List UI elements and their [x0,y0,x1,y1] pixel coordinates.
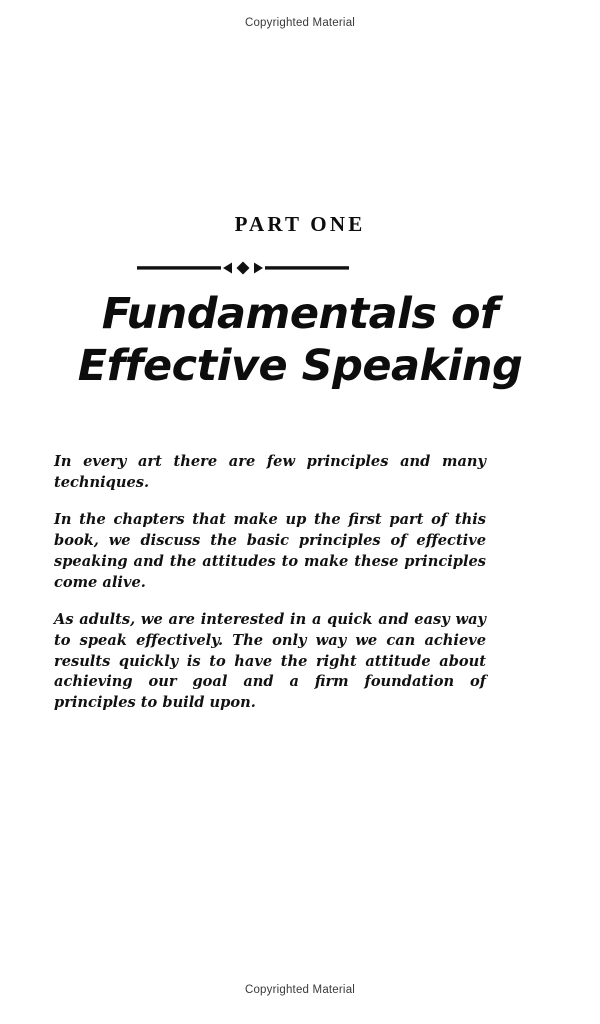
body-text [54,452,486,714]
paragraph: As adults, we are interested in a quick and easy way to speak effectively. The only way we can achieve results quickly is to have the right attitude about achieving our goal and a firm foundation of principles to build upon. [54,611,486,712]
page-title-line-2: Effective Speaking [77,341,523,392]
part-label: PART ONE [234,212,366,236]
page-title-line-1: Fundamentals of [101,289,499,339]
paragraph: In the chapters that make up the first part of this book, we discuss the basic principles of effective speaking and the attitudes to make these principles come alive. [54,511,486,591]
diamond-rule-ornament-icon [137,258,349,278]
copyright-watermark-top: Copyrighted Material [244,17,356,29]
copyright-watermark-bottom: Copyrighted Material [244,984,356,996]
page-title [0,288,600,393]
paragraph: In every art there are few principles and many techniques. [54,453,486,491]
